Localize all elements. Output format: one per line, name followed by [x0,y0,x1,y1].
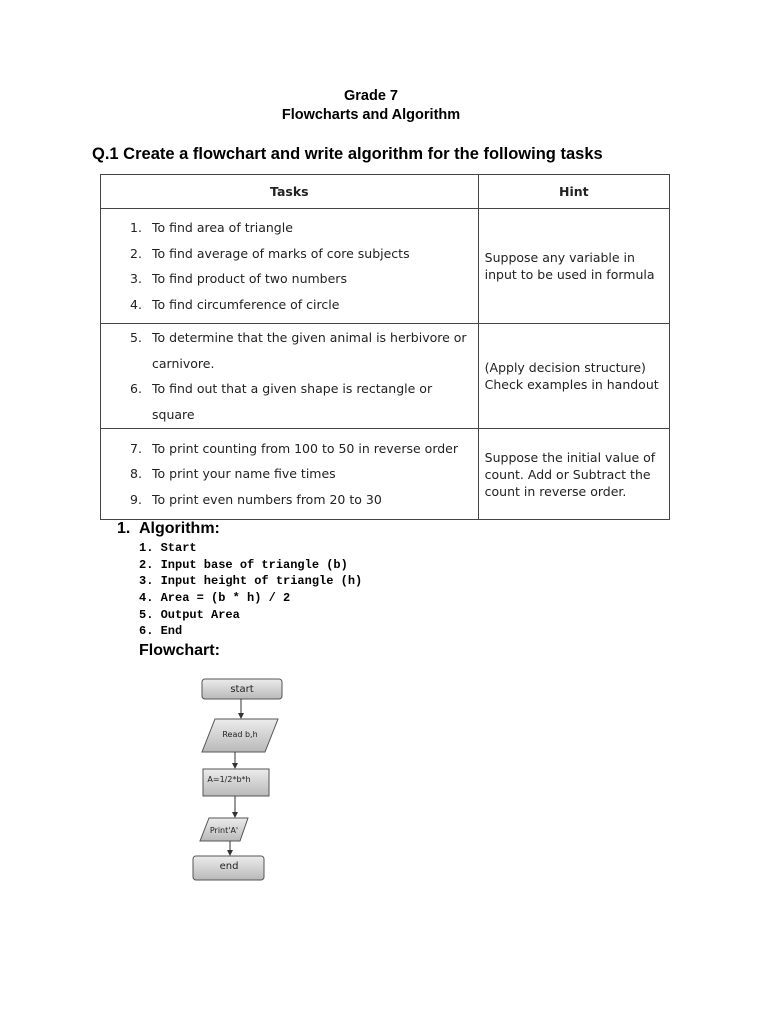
hint-line: input to be used in formula [484,267,655,282]
input-label: Read b,h [222,730,258,739]
task-text: To print even numbers from 20 to 30 [152,491,382,507]
task-number: 2. [130,245,142,261]
grade-heading: Grade 7 [344,88,398,104]
algorithm-title: Algorithm: [139,520,220,537]
task-text: To find area of triangle [152,220,293,235]
task-number: 6. [130,381,142,396]
task-text: To print counting from 100 to 50 in reverse order [152,440,458,456]
algorithm-step: 6. End [139,624,183,639]
hint-line: Check examples in handout [484,377,659,392]
hint-line: Suppose any variable in [484,250,635,265]
list-item [102,215,477,241]
task-text: To find product of two numbers [152,271,347,286]
algorithm-step: 3. Input height of triangle (h) [139,574,363,589]
table-row [101,324,670,429]
flowchart-start-node [202,679,282,699]
table-header-row [101,175,670,209]
task-text: carnivore. [152,355,215,371]
task-list [102,325,477,427]
hint-line: Suppose the initial value of [484,449,656,465]
tasks-cell [101,429,479,520]
process-label: A=1/2*b*h [207,775,251,784]
algorithm-step: 5. Output Area [139,607,240,622]
flowchart-heading: Flowchart: [139,642,220,659]
list-item [102,436,477,462]
flowchart-process-node [203,769,269,796]
task-text: To find average of marks of core subjects [152,245,410,261]
hint-line: count. Add or Subtract the [484,466,651,482]
flowchart-diagram [185,672,295,887]
list-item [102,376,477,427]
tasks-column-header: Tasks [101,175,479,209]
algorithm-step: 1. Start [139,541,197,555]
task-number: 3. [130,271,142,286]
hint-cell [478,209,669,324]
task-number: 5. [130,330,142,345]
document-title: Flowcharts and Algorithm [281,107,461,123]
task-list [102,215,477,317]
task-number: 9. [130,491,142,507]
task-number: 1. [130,220,142,235]
list-item [102,461,477,487]
tasks-table [100,174,670,520]
hint-line: count in reverse order. [484,483,627,499]
start-label: start [230,684,254,695]
task-text: To determine that the given animal is herbivore or [152,330,467,345]
algorithm-step: 4. Area = (b * h) / 2 [139,591,291,606]
question-text: Q.1 Create a flowchart and write algorithm for the following tasks [92,145,603,163]
hint-cell [478,429,669,520]
task-number: 8. [130,466,142,482]
task-text: To find out that a given shape is rectangle or square [152,381,433,422]
list-item [102,241,477,267]
algorithm-heading [117,520,220,538]
list-item [102,266,477,292]
section-number: 1. [117,520,131,537]
task-list [102,436,477,513]
table-row [101,429,670,520]
flowchart-input-node [202,719,278,752]
list-item [102,351,477,377]
algorithm-step: 2. Input base of triangle (b) [139,557,348,572]
list-item [102,292,477,318]
output-label: Print'A' [209,826,239,835]
algorithm-steps [139,540,362,640]
tasks-cell [101,324,479,429]
task-text: To find circumference of circle [152,296,340,312]
table-row [101,209,670,324]
task-text: To print your name five times [152,466,336,482]
task-number: 4. [130,296,142,312]
hint-line: (Apply decision structure) [484,360,646,375]
flowchart-output-node [200,818,248,841]
end-label: end [219,861,239,872]
tasks-cell [101,209,479,324]
task-number: 7. [130,440,142,456]
hint-cell [478,324,669,429]
hint-column-header: Hint [478,175,669,209]
flowchart-end-node [193,856,264,880]
list-item [102,325,477,351]
list-item [102,487,477,513]
